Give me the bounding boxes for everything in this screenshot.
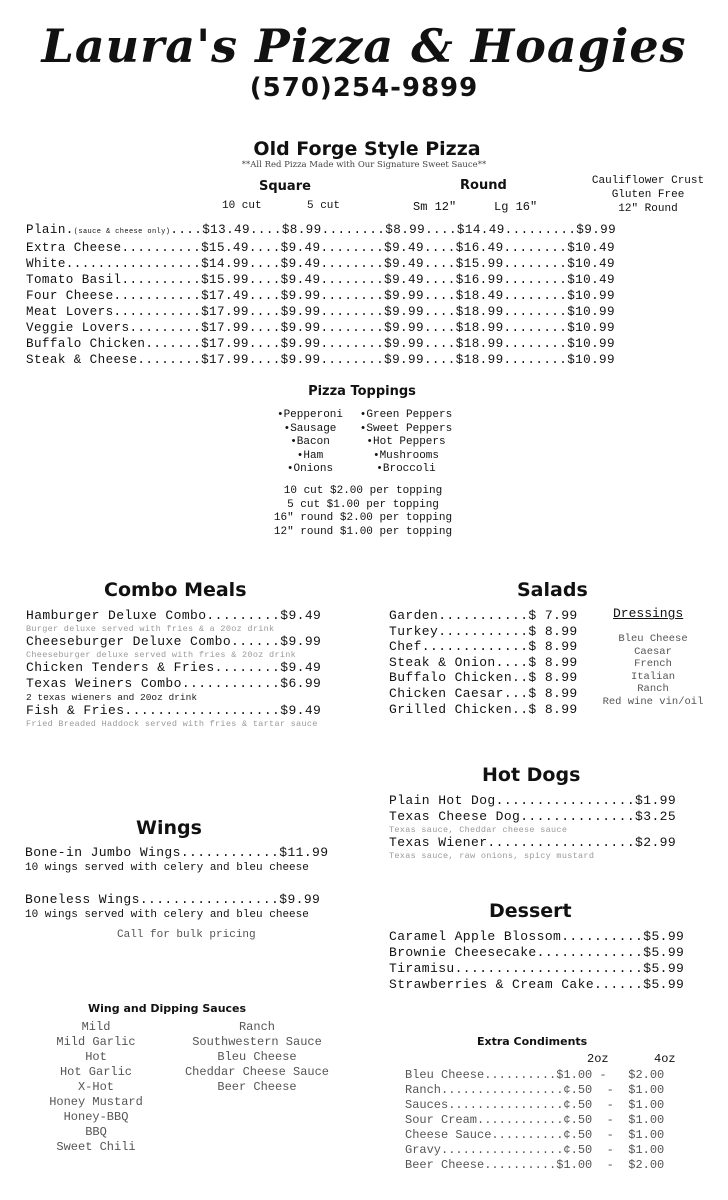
topping-price: 12" round $1.00 per topping xyxy=(273,525,453,538)
pizza-dots: ................. xyxy=(65,257,202,271)
wing-item-desc: 10 wings served with celery and bleu cheese xyxy=(25,909,309,921)
pizza-row xyxy=(26,222,616,240)
combo-item: Hamburger Deluxe Combo.........$9.49 xyxy=(26,608,322,623)
pizza-dots: .... xyxy=(423,257,456,271)
price-cauliflower: $10.49 xyxy=(567,257,615,271)
pizza-dots: .... xyxy=(248,353,281,367)
combo-item: Cheeseburger Deluxe Combo......$9.99 xyxy=(26,634,322,649)
price-cauliflower: $10.99 xyxy=(567,289,615,303)
combo-item: Chicken Tenders & Fries........$9.49 xyxy=(26,660,322,675)
price-round-sm: $9.49 xyxy=(384,241,424,255)
salad-item: Buffalo Chicken..$ 8.99 xyxy=(389,670,578,686)
pizza-name: Buffalo Chicken xyxy=(26,337,146,351)
price-square-10cut: $17.49 xyxy=(201,289,249,303)
pizza-dots: .......... xyxy=(121,273,202,287)
wing-item-line: Bone-in Jumbo Wings............$11.99 xyxy=(25,845,329,860)
dressing-item: Red wine vin/oil xyxy=(602,695,704,708)
price-square-10cut: $17.99 xyxy=(201,337,249,351)
topping-item: •Sweet Peppers xyxy=(359,422,453,435)
topping-price: 5 cut $1.00 per topping xyxy=(287,498,439,511)
price-round-sm: $9.99 xyxy=(384,321,424,335)
salads-section-title: Salads xyxy=(517,579,588,601)
pizza-dots: .... xyxy=(249,223,282,237)
hotdogs-list xyxy=(389,793,676,861)
condiments-title: Extra Condiments xyxy=(477,1035,588,1048)
pizza-dots: ........ xyxy=(503,305,568,319)
cauliflower-line-3: 12" Round xyxy=(618,203,678,215)
combo-list xyxy=(26,608,321,729)
cauliflower-line-1: Cauliflower Crust xyxy=(591,175,705,187)
topping-item: •Ham xyxy=(296,449,324,462)
dessert-item: Brownie Cheesecake.............$5.99 xyxy=(389,945,685,960)
price-square-10cut: $15.49 xyxy=(201,241,249,255)
price-square-10cut: $14.99 xyxy=(201,257,249,271)
salad-item: Chicken Caesar...$ 8.99 xyxy=(389,685,578,701)
pizza-dots: .... xyxy=(423,321,456,335)
topping-item: •Onions xyxy=(286,463,334,475)
topping-price: 10 cut $2.00 per topping xyxy=(283,485,443,497)
sauce-item: Cheddar Cheese Sauce xyxy=(184,1065,330,1079)
sub-10cut: 10 cut xyxy=(222,200,262,212)
bulk-pricing-note: Call for bulk pricing xyxy=(117,929,256,941)
sub-sm: Sm 12" xyxy=(413,200,457,214)
pizza-dots: ........ xyxy=(503,321,568,335)
salad-item: Turkey...........$ 8.99 xyxy=(389,623,578,639)
sauce-item: Hot Garlic xyxy=(59,1065,132,1079)
topping-item: •Bacon xyxy=(290,436,330,448)
price-square-5cut: $9.49 xyxy=(280,273,321,287)
price-round-sm: $9.49 xyxy=(384,273,424,287)
pizza-row xyxy=(26,352,616,368)
sauce-item: Southwestern Sauce xyxy=(192,1035,322,1049)
toppings-price-list xyxy=(250,485,476,539)
topping-item: •Pepperoni xyxy=(276,409,343,421)
hotdogs-section-title: Hot Dogs xyxy=(482,764,581,786)
toppings-left-list xyxy=(270,409,350,477)
restaurant-title: Laura's Pizza & Hoagies xyxy=(41,19,687,73)
hotdog-item: Plain Hot Dog.................$1.99 xyxy=(389,793,677,808)
price-round-sm: $9.99 xyxy=(384,305,424,319)
price-square-10cut: $15.99 xyxy=(201,273,249,287)
dressings-list xyxy=(596,633,710,708)
combo-item-note: Burger deluxe served with fries & a 20oz drink xyxy=(26,624,275,634)
price-square-5cut: $9.99 xyxy=(280,289,321,303)
topping-item: •Green Peppers xyxy=(359,409,453,421)
pizza-dots: ........ xyxy=(320,289,385,303)
pizza-dots: ......... xyxy=(504,223,577,237)
price-cauliflower: $10.99 xyxy=(567,337,615,351)
dessert-section-title: Dessert xyxy=(489,900,572,922)
hotdog-item-note: Texas sauce, raw onions, spicy mustard xyxy=(389,851,595,861)
combo-item-note: 2 texas wieners and 20oz drink xyxy=(26,692,198,703)
toppings-right-list xyxy=(354,409,458,477)
price-round-lg: $18.49 xyxy=(455,289,504,303)
price-cauliflower: $10.99 xyxy=(567,321,615,335)
dressing-item: Ranch xyxy=(637,683,669,695)
pizza-row xyxy=(26,256,616,272)
pizza-dots: .... xyxy=(248,257,281,271)
pizza-dots: ........... xyxy=(113,289,202,303)
salad-item: Garden...........$ 7.99 xyxy=(389,608,578,623)
dressing-item: French xyxy=(634,658,672,670)
price-round-sm: $9.99 xyxy=(384,337,424,351)
pizza-dots: .... xyxy=(248,289,281,303)
sauces-left-list xyxy=(36,1020,156,1155)
sauces-right-list xyxy=(172,1020,342,1095)
dressing-item: Italian xyxy=(630,670,676,683)
dressings-title: Dressings xyxy=(613,606,684,621)
combo-section-title: Combo Meals xyxy=(104,579,247,601)
sauce-item: Bleu Cheese xyxy=(217,1050,297,1064)
pizza-dots: .... xyxy=(248,241,281,255)
sauce-item: Beer Cheese xyxy=(217,1080,297,1094)
sub-lg: Lg 16" xyxy=(494,200,538,214)
pizza-name: Extra Cheese xyxy=(26,241,122,255)
dessert-item: Tiramisu.......................$5.99 xyxy=(389,961,685,976)
topping-item: •Hot Peppers xyxy=(366,436,446,448)
salad-item: Grilled Chicken..$ 8.99 xyxy=(389,701,578,717)
pizza-subtitle: **All Red Pizza Made with Our Signature Sweet Sauce** xyxy=(241,160,487,170)
pizza-dots: .... xyxy=(248,337,281,351)
price-round-lg: $18.99 xyxy=(455,337,504,351)
price-square-5cut: $9.99 xyxy=(280,353,321,367)
price-round-lg: $16.49 xyxy=(455,241,504,255)
price-cauliflower: $10.99 xyxy=(567,353,615,367)
combo-item-note: Cheeseburger deluxe served with fries & 20oz drink xyxy=(26,650,297,660)
pizza-dots: ........ xyxy=(503,257,568,271)
col-header-square: Square xyxy=(259,179,311,194)
pizza-dots: ........ xyxy=(503,337,568,351)
condiments-list xyxy=(405,1068,664,1173)
pizza-dots: ......... xyxy=(129,321,202,335)
price-round-lg: $18.99 xyxy=(455,353,504,367)
phone-number: (570)254-9899 xyxy=(249,73,479,103)
wing-item-line: Boneless Wings.................$9.99 xyxy=(25,892,321,907)
price-round-sm: $9.99 xyxy=(384,289,424,303)
pizza-row xyxy=(26,320,616,336)
dressing-item: Bleu Cheese xyxy=(618,633,688,645)
wing-item-desc: 10 wings served with celery and bleu cheese xyxy=(25,862,309,874)
pizza-name: Plain. xyxy=(26,223,74,237)
condiment-item: Ranch.................¢.50 - $1.00 xyxy=(405,1083,665,1097)
condiment-item: Bleu Cheese..........$1.00 - $2.00 xyxy=(405,1068,665,1082)
pizza-dots: ........ xyxy=(137,353,202,367)
sauce-item: Ranch xyxy=(238,1020,275,1034)
price-square-5cut: $9.49 xyxy=(280,257,321,271)
price-cauliflower: $10.49 xyxy=(567,273,615,287)
sauce-item: Mild xyxy=(81,1020,111,1034)
price-round-lg: $18.99 xyxy=(455,305,504,319)
pizza-dots: .......... xyxy=(121,241,202,255)
price-round-sm: $9.49 xyxy=(384,257,424,271)
price-round-lg: $14.49 xyxy=(456,223,505,237)
pizza-dots: ........ xyxy=(320,337,385,351)
pizza-dots: .... xyxy=(248,273,281,287)
price-square-10cut: $17.99 xyxy=(201,305,249,319)
sauce-item: Hot xyxy=(85,1050,107,1064)
sauce-item: Honey Mustard xyxy=(49,1095,143,1109)
pizza-price-table xyxy=(26,222,616,368)
condiments-col-2oz: 2oz xyxy=(587,1052,609,1066)
pizza-dots: ........ xyxy=(320,321,385,335)
pizza-dots: .... xyxy=(425,223,457,237)
condiment-item: Gravy.................¢.50 - $1.00 xyxy=(405,1143,665,1157)
pizza-note: (sauce & cheese only) xyxy=(73,228,171,236)
price-square-5cut: $9.99 xyxy=(280,321,321,335)
pizza-row xyxy=(26,304,616,320)
sauce-item: BBQ xyxy=(85,1125,107,1139)
dessert-item: Caramel Apple Blossom..........$5.99 xyxy=(389,929,685,944)
cauliflower-line-2: Gluten Free xyxy=(611,189,685,201)
price-cauliflower: $9.99 xyxy=(576,223,617,237)
topping-item: •Mushrooms xyxy=(372,449,439,462)
pizza-dots: .... xyxy=(423,337,456,351)
pizza-dots: ........ xyxy=(503,353,568,367)
wings-list xyxy=(25,845,328,922)
sauce-item: Sweet Chili xyxy=(56,1140,136,1154)
price-cauliflower: $10.99 xyxy=(567,305,615,319)
pizza-dots: ........ xyxy=(321,223,386,237)
price-round-sm: $8.99 xyxy=(385,223,426,237)
pizza-dots: ........ xyxy=(503,289,568,303)
pizza-dots: .... xyxy=(423,353,456,367)
pizza-row xyxy=(26,272,616,288)
combo-item: Texas Weiners Combo............$6.99 xyxy=(26,676,322,691)
condiment-item: Sauces................¢.50 - $1.00 xyxy=(405,1098,665,1112)
wing-item xyxy=(25,845,328,875)
pizza-dots: .... xyxy=(170,223,203,237)
col-header-round: Round xyxy=(460,178,507,193)
price-square-5cut: $8.99 xyxy=(281,223,322,237)
pizza-dots: .... xyxy=(248,321,281,335)
sub-5cut: 5 cut xyxy=(307,200,341,212)
sauce-item: X-Hot xyxy=(77,1080,114,1094)
pizza-dots: ........ xyxy=(503,273,568,287)
pizza-dots: ........ xyxy=(503,241,568,255)
pizza-dots: ........ xyxy=(320,353,385,367)
sauces-title: Wing and Dipping Sauces xyxy=(88,1002,247,1015)
col-header-cauliflower xyxy=(578,174,718,216)
price-round-lg: $15.99 xyxy=(455,257,504,271)
topping-item: •Sausage xyxy=(283,422,337,435)
price-round-lg: $18.99 xyxy=(455,321,504,335)
pizza-dots: ........ xyxy=(320,305,385,319)
pizza-name: Veggie Lovers xyxy=(26,321,130,335)
pizza-dots: ....... xyxy=(145,337,202,351)
combo-item-note: Fried Breaded Haddock served with fries & tartar sauce xyxy=(26,719,318,729)
salads-list xyxy=(389,608,578,717)
pizza-row xyxy=(26,288,616,304)
dessert-item: Strawberries & Cream Cake......$5.99 xyxy=(389,977,685,992)
price-round-sm: $9.99 xyxy=(384,353,424,367)
topping-price: 16" round $2.00 per topping xyxy=(273,512,453,524)
pizza-dots: ........... xyxy=(113,305,202,319)
condiments-col-4oz: 4oz xyxy=(654,1052,676,1066)
price-square-5cut: $9.99 xyxy=(280,305,321,319)
pizza-row xyxy=(26,240,616,256)
pizza-name: Tomato Basil xyxy=(26,273,122,287)
pizza-name: Meat Lovers xyxy=(26,305,114,319)
wings-section-title: Wings xyxy=(136,817,202,839)
pizza-dots: .... xyxy=(423,289,456,303)
salad-item: Steak & Onion....$ 8.99 xyxy=(389,654,578,670)
pizza-dots: ........ xyxy=(320,273,385,287)
pizza-name: Steak & Cheese xyxy=(26,353,138,367)
condiment-item: Sour Cream............¢.50 - $1.00 xyxy=(405,1113,665,1127)
condiment-item: Cheese Sauce..........¢.50 - $1.00 xyxy=(405,1128,665,1142)
price-round-lg: $16.99 xyxy=(455,273,504,287)
sauce-item: Mild Garlic xyxy=(56,1035,136,1049)
condiment-item: Beer Cheese..........$1.00 - $2.00 xyxy=(405,1158,665,1172)
toppings-title: Pizza Toppings xyxy=(308,384,416,399)
pizza-dots: ........ xyxy=(320,241,385,255)
wing-item xyxy=(25,892,328,922)
topping-item: •Broccoli xyxy=(376,463,436,475)
combo-item: Fish & Fries...................$9.49 xyxy=(26,703,322,718)
pizza-name: Four Cheese xyxy=(26,289,114,303)
dessert-list xyxy=(389,929,684,993)
sauce-item: Honey-BBQ xyxy=(63,1110,129,1124)
price-cauliflower: $10.49 xyxy=(567,241,615,255)
pizza-name: White xyxy=(26,257,66,271)
pizza-section-title: Old Forge Style Pizza xyxy=(253,138,481,160)
price-square-5cut: $9.99 xyxy=(280,337,321,351)
price-square-10cut: $17.99 xyxy=(201,321,249,335)
pizza-dots: .... xyxy=(423,305,456,319)
hotdog-item-note: Texas sauce, Cheddar cheese sauce xyxy=(389,825,568,835)
salad-item: Chef.............$ 8.99 xyxy=(389,639,578,655)
price-square-10cut: $13.49 xyxy=(202,223,250,237)
price-square-5cut: $9.49 xyxy=(280,241,321,255)
pizza-row xyxy=(26,336,616,352)
hotdog-item: Texas Cheese Dog..............$3.25 xyxy=(389,809,677,824)
dressing-item: Caesar xyxy=(634,645,672,658)
pizza-dots: .... xyxy=(423,241,456,255)
price-square-10cut: $17.99 xyxy=(201,353,249,367)
pizza-dots: .... xyxy=(423,273,456,287)
hotdog-item: Texas Wiener..................$2.99 xyxy=(389,835,677,850)
pizza-dots: .... xyxy=(248,305,281,319)
pizza-dots: ........ xyxy=(320,257,385,271)
